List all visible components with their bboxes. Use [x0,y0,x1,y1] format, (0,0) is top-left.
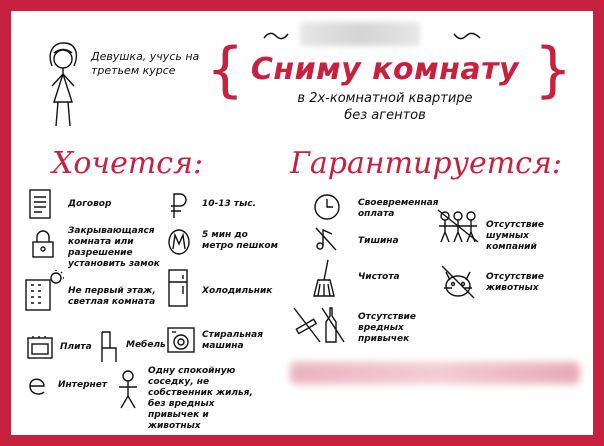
girl-drawing-icon [40,40,86,130]
guarantees-heading: Гарантируется: [290,146,562,181]
guarantee-label-clean: Чистота [358,272,400,282]
no-music-icon [314,226,338,252]
ruble-icon [168,190,188,220]
want-label-furniture: Мебель [126,340,166,350]
no-pets-icon [440,264,476,300]
page-title: Сниму комнату [250,52,520,87]
want-label-price: 10-13 тыс. [202,199,257,209]
subtitle-line-1: в 2х-комнатной квартире [297,91,473,106]
blurred-contact-bottom [290,362,580,384]
internet-icon [26,372,48,398]
want-label-contract: Договор [68,199,112,209]
no-party-icon [436,208,480,244]
page-subtitle [210,90,560,124]
guarantee-label-payment: Своевременная оплата [358,198,439,219]
wants-heading: Хочется: [52,146,204,181]
guarantee-label-quiet: Тишина [358,236,399,246]
chair-icon [98,330,120,364]
want-label-metro: 5 мин до метро пешком [202,230,278,251]
right-brace: } [534,35,573,105]
building-icon [22,270,66,312]
subtitle-line-2: без агентов [344,108,426,123]
want-label-floor: Не первый этаж, светлая комната [68,286,156,307]
left-brace: { [206,35,245,105]
squiggle-decoration [262,28,482,42]
want-label-roommate: Одну спокойную соседку, не собственник жилья, без вредных привычек и животных [148,366,253,431]
want-label-lock: Закрывающаяся комната или разрешение установить замок [68,226,160,269]
document-icon [26,188,54,220]
broom-icon [312,258,338,298]
want-label-fridge: Холодильник [202,286,273,296]
guarantee-label-habits: Отсутствие вредных привычек [358,312,416,344]
metro-icon [166,228,192,256]
washing-machine-icon [166,326,196,354]
want-label-stove: Плита [60,342,92,352]
stove-icon [26,334,54,360]
want-label-internet: Интернет [58,380,108,390]
want-label-washer: Стиральная машина [202,330,263,351]
fridge-icon [166,268,190,308]
no-habits-icon [292,304,346,346]
lock-icon [30,228,56,260]
girl-description: Девушка, учусь на третьем курсе [91,50,200,77]
clock-icon [312,192,342,222]
person-icon [116,370,140,410]
guarantee-label-noise: Отсутствие шумных компаний [486,220,544,252]
guarantee-label-pets: Отсутствие животных [486,272,544,293]
